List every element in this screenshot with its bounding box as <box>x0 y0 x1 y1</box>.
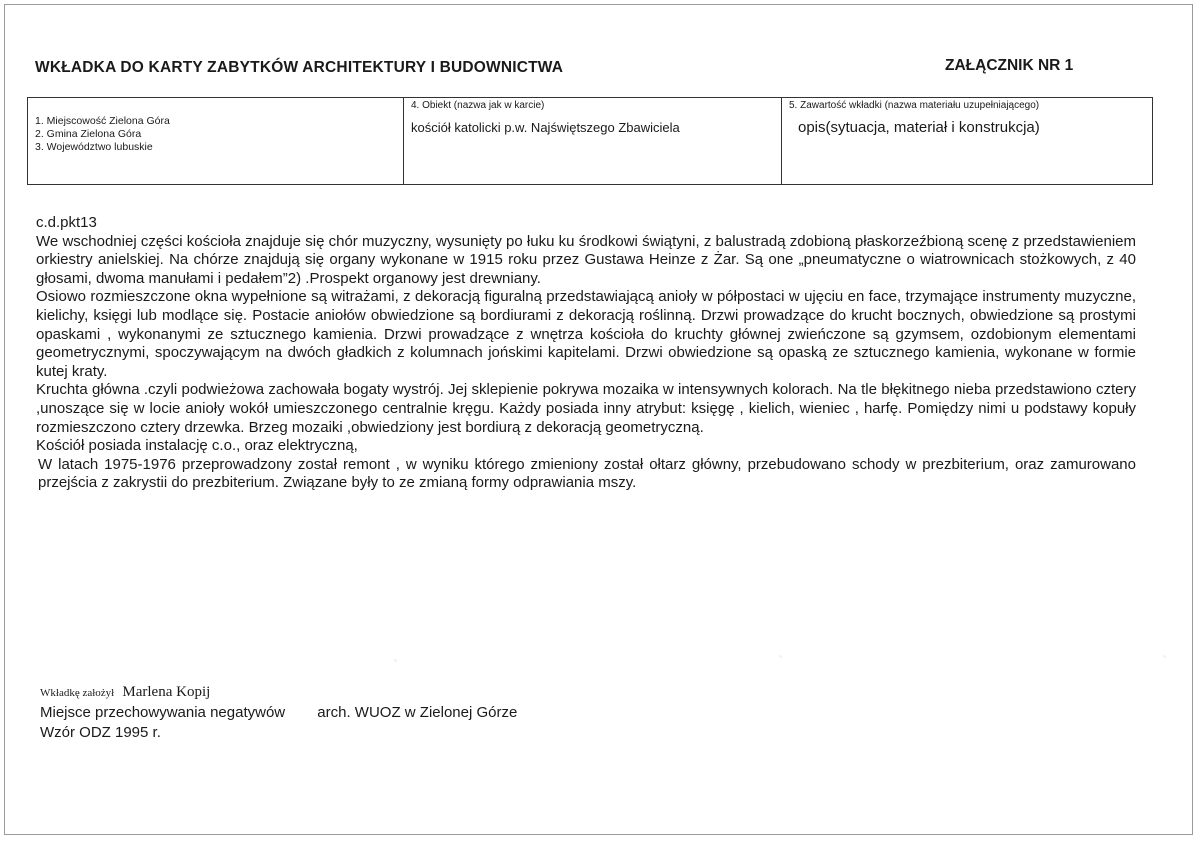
document-title: WKŁADKA DO KARTY ZABYTKÓW ARCHITEKTURY I BUDOWNICTWA <box>35 59 564 76</box>
content-label: 5. Zawartość wkładki (nazwa materiału uzupełniającego) <box>789 100 1040 111</box>
location-line: 1. Miejscowość Zielona Góra <box>35 115 170 127</box>
signature-row <box>40 682 517 703</box>
template-version: Wzór ODZ 1995 r. <box>40 724 161 741</box>
paragraph-windows: Osiowo rozmieszczone okna wypełnione są witrażami, z dekoracją figuralną przedstawiającą anioły w półpostaci w ujęciu en face, trzymające instrumenty muzyczne, kielichy, księgi lub modlące się. Postacie aniołów obwiedzione są bordiurami z dekoracją roślinną. Drzwi prowadzące do krucht bocznych, obwiedzione są prostymi opaskami , wykonanymi ze sztucznego kamienia. Drzwi prowadzące z wnętrza kościoła do kruchty głównej zwieńczone są gzymsem, ozdobionym elementami geometrycznymi, spoczywającym na dwóch gładkich z kolumnach jońskimi kapitelami. Drzwi obwiedzione są opaską ze sztucznego kamienia, wykonane w formie kutej kraty. <box>36 288 1136 380</box>
location-line: 3. Województwo lubuskie <box>35 141 153 153</box>
object-value: kościół katolicki p.w. Najświętszego Zbawiciela <box>411 120 680 135</box>
negatives-value: arch. WUOZ w Zielonej Górze <box>317 704 518 721</box>
object-cell <box>404 98 782 184</box>
paragraph-choir: We wschodniej części kościoła znajduje się chór muzyczny, wysunięty po łuku ku środkowi świątyni, z balustradą zdobioną płaskorzeźbioną scenę z przedstawieniem orkiestry anielskiej. Na chórze znajdują się organy wykonane w 1915 roku przez Gustawa Heinze z Żar. Są one „pneumatyczne o wiatrownicach stożkowych, z 40 głosami, dwoma manułami i pedałem”2) .Prospekt organowy jest drewniany. <box>36 232 1136 287</box>
content-cell <box>782 98 1152 184</box>
object-label: 4. Obiekt (nazwa jak w karcie) <box>411 100 545 111</box>
paragraph-porch: Kruchta główna .czyli podwieżowa zachowała bogaty wystrój. Jej sklepienie pokrywa mozaika w intensywnych kolorach. Na tle błękitnego nieba przedstawiono cztery ,unoszące się w locie anioły wokół umieszczonego centralnie kręgu. Każdy posiada inny atrybut: księgę , kielich, wieniec , harfę. Pomiędzy nimi u podstawy kopuły rozmieszczono cztery drzewka. Brzeg mozaiki ,obwiedziony jest bordiurą z dekoracją geometryczną. <box>36 381 1136 436</box>
description-body <box>36 214 1136 493</box>
location-line: 2. Gmina Zielona Góra <box>35 128 142 140</box>
negatives-label: Miejsce przechowywania negatywów <box>40 704 286 721</box>
footer <box>40 682 517 743</box>
paragraph-renovation: W latach 1975-1976 przeprowadzony został remont , w wyniku którego zmieniony został ołtarz główny, przebudowano schody w prezbiterium, oraz zamurowano przejścia z zakrystii do prezbiterium. Związane były to ze zmianą formy odprawiania mszy. <box>38 455 1136 492</box>
location-cell <box>28 98 404 184</box>
scan-speck: ◦ <box>779 652 782 661</box>
signature-name: Marlena Kopij <box>122 684 211 700</box>
content-value: opis(sytuacja, materiał i konstrukcja) <box>798 119 1040 136</box>
scan-speck: ◦ <box>1163 652 1166 661</box>
info-box <box>27 97 1153 185</box>
scan-speck: ◦ <box>394 656 397 665</box>
continuation-ref: c.d.pkt13 <box>36 214 97 231</box>
signature-label: Wkładkę założył <box>40 687 115 699</box>
annex-number: ZAŁĄCZNIK NR 1 <box>945 57 1074 74</box>
negatives-row <box>40 703 517 723</box>
paragraph-installations: Kościół posiada instalację c.o., oraz elektryczną, <box>36 437 358 455</box>
